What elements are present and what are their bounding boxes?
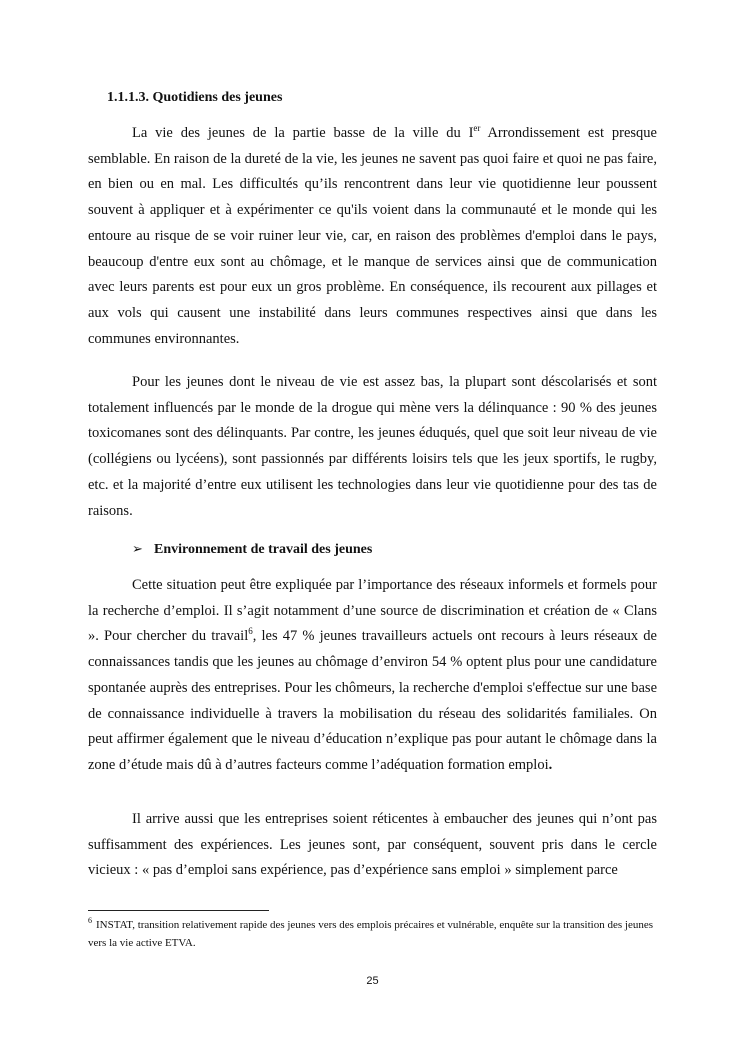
paragraph-text: La vie des jeunes de la partie basse de la ville du I — [132, 125, 474, 141]
footnote-separator — [88, 910, 269, 911]
footnote — [88, 916, 657, 952]
footnote-number: 6 — [88, 916, 92, 926]
paragraph-quotidiens — [88, 121, 657, 352]
paragraph-entreprises — [88, 807, 657, 884]
bullet-heading — [132, 539, 372, 560]
paragraph-text: , les 47 % jeunes travailleurs actuels ont recours à leurs réseaux de connaissances tandis que les jeunes au chômage d’environ 54 % optent plus pour une candidature spontanée auprès des entreprises. Pour les chômeurs, la recherche d'emploi s'effectue sur une base de connaissance individuelle à travers la mobilisation du réseau des solidarités familiales. On peut affirmer également que le niveau d’éducation n’explique pas pour autant le chômage dans la zone d’étude mais dû à d’autres facteurs comme l’adéquation formation emploi — [88, 628, 657, 773]
ordinal-superscript: er — [473, 123, 481, 134]
paragraph-text: Cette situation peut être expliquée par l’importance des réseaux informels et formels pour la recherche d’emploi. Il s’agit notamment d’une source de discrimination et création de « Clans ». Pour chercher du travail — [88, 577, 657, 645]
footnote-text: INSTAT, transition relativement rapide des jeunes vers des emplois précaires et vulnérable, enquête sur la transition des jeunes vers la vie active ETVA. — [88, 919, 653, 949]
page-number: 25 — [366, 975, 379, 987]
paragraph-text: Il arrive aussi que les entreprises soient réticentes à embaucher des jeunes qui n’ont pas suffisamment des expériences. Les jeunes sont, par conséquent, souvent pris dans le cercle vicieux : « pas d’emploi sans expérience, pas d’expérience sans emploi » simplement parce — [88, 811, 657, 879]
section-heading: 1.1.1.3. Quotidiens des jeunes — [107, 90, 283, 105]
arrow-bullet-icon: ➢ — [132, 541, 143, 556]
paragraph-text: Pour les jeunes dont le niveau de vie est assez bas, la plupart sont déscolarisés et sont totalement influencés par le monde de la drogue qui mène vers la délinquance : 90 % des jeunes toxicomanes sont des délinquants. Par contre, les jeunes éduqués, quel que soit leur niveau de vie (collégiens ou lycéens), sont passionnés par différents loisirs tels que les jeux sportifs, le rugby, etc. et la majorité d’entre eux utilisent les technologies dans leur vie quotidienne pour des tas de raisons. — [88, 374, 657, 519]
bullet-heading-text: Environnement de travail des jeunes — [154, 542, 373, 557]
paragraph-niveau-de-vie — [88, 370, 657, 524]
paragraph-text: Arrondissement est presque semblable. En raison de la dureté de la vie, les jeunes ne savent pas quoi faire et quoi ne pas faire, en bien ou en mal. Les difficultés qu’ils rencontrent dans leur vie quotidienne leur poussent souvent à appliquer et à expérimenter ce qu'ils voient dans la communauté et le monde qui les entoure au risque de se voir ruiner leur vie, car, en raison des problèmes d'emploi dans le pays, beaucoup d'entre eux sont au chômage, et le manque de services ainsi que de communication avec leurs parents est pour eux un gros problème. En conséquence, ils recourent aux pillages et aux vols qui causent une instabilité dans leurs communes respectives ainsi que dans les communes environnantes. — [88, 125, 657, 347]
footnote-reference[interactable]: 6 — [248, 626, 253, 637]
paragraph-environnement-travail — [88, 573, 657, 779]
paragraph-end-bold: . — [548, 756, 553, 773]
